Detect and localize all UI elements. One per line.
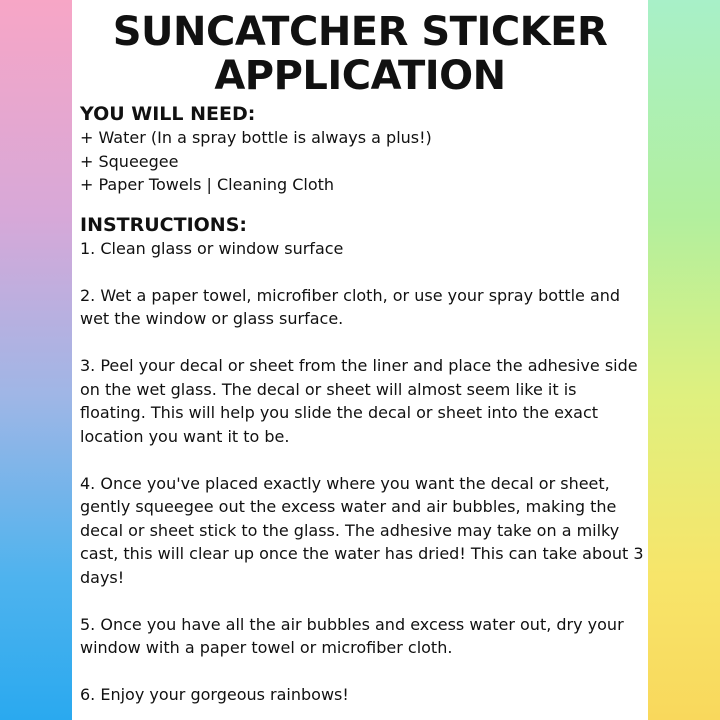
instructions-heading: INSTRUCTIONS: [80,213,247,236]
right-rainbow-stripe [648,0,720,720]
title-line-2: APPLICATION [214,53,506,99]
page-title [72,10,648,98]
instruction-step: 1. Clean glass or window surface [80,238,344,258]
instruction-step: 2. Wet a paper towel, microfiber cloth, or use your spray bottle and wet the window or glass surface. [80,285,621,328]
instruction-step: 6. Enjoy your gorgeous rainbows! [80,685,349,704]
instruction-step: 5. Once you have all the air bubbles and excess water out, dry your window with a paper towel or microfiber cloth. [80,614,624,657]
instruction-step: 3. Peel your decal or sheet from the liner and place the adhesive side on the wet glass. The decal or sheet will almost seem like it is floating. This will help you slide the decal or sheet into the exact location you want it to be. [80,356,638,446]
instruction-card [72,0,648,720]
needs-item: + Paper Towels | Cleaning Cloth [80,175,335,194]
left-rainbow-stripe [0,0,72,720]
needs-item: + Squeegee [80,151,179,171]
needs-heading: YOU WILL NEED: [80,103,256,125]
instruction-step: 4. Once you've placed exactly where you want the decal or sheet, gently squeegee out the excess water and air bubbles, making the decal or sheet stick to the glass. The adhesive may take on a milky cast, this will clear up once the water has dried! This can take about 3 days! [80,473,644,587]
needs-item: + Water (In a spray bottle is always a plus!) [80,128,432,147]
section-spacer [80,197,646,213]
instruction-content [80,102,646,707]
title-line-1: SUNCATCHER STICKER [112,9,608,55]
